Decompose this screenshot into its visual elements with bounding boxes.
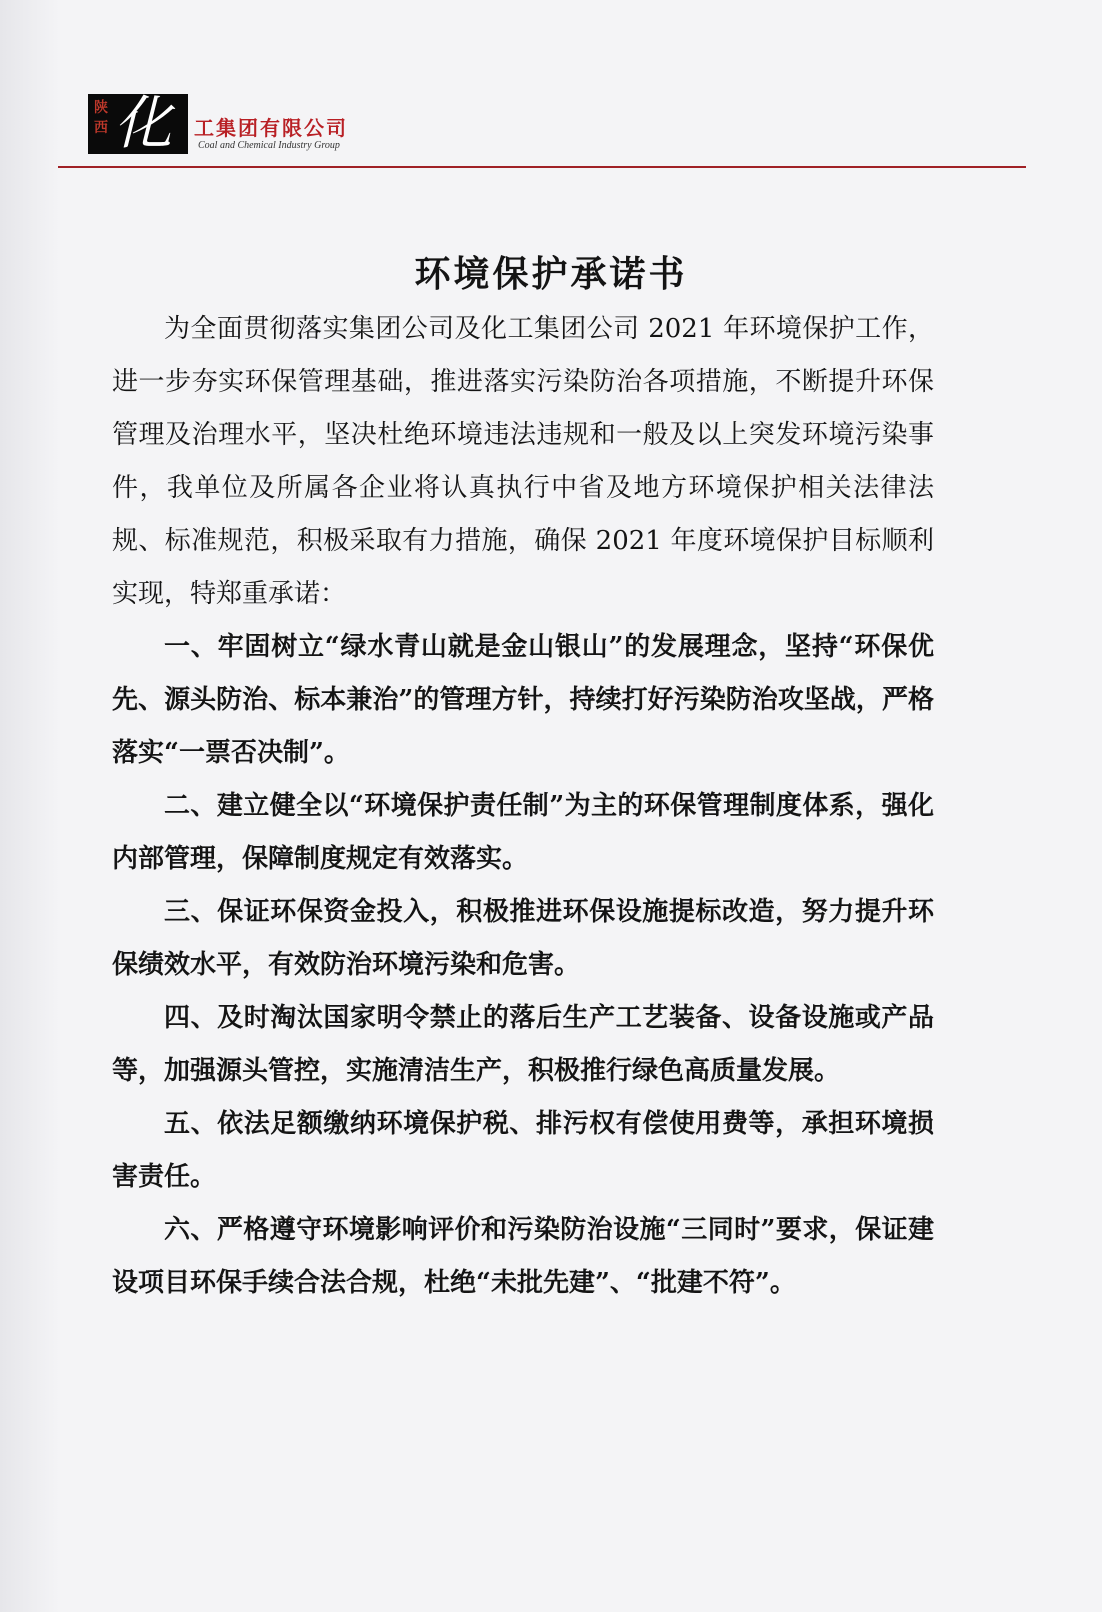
letterhead-divider xyxy=(58,166,1026,168)
logo-glyph: 化 xyxy=(114,89,173,157)
company-name-cn: 工集团有限公司 xyxy=(194,116,348,140)
commitment-item: 四、及时淘汰国家明令禁止的落后生产工艺装备、设备设施或产品等，加强源头管控，实施清洁生产，积极推行绿色高质量发展。 xyxy=(112,1003,934,1086)
commitment-item: 一、牢固树立“绿水青山就是金山银山”的发展理念，坚持“环保优先、源头防治、标本兼治”的管理方针，持续打好污染防治攻坚战，严格落实“一票否决制”。 xyxy=(112,632,934,768)
company-name-en: Coal and Chemical Industry Group xyxy=(198,140,340,151)
commitment-item: 六、严格遵守环境影响评价和污染防治设施“三同时”要求，保证建设项目环保手续合法合规，杜绝“未批先建”、“批建不符”。 xyxy=(112,1215,934,1298)
commitment-item: 三、保证环保资金投入，积极推进环保设施提标改造，努力提升环保绩效水平，有效防治环境污染和危害。 xyxy=(112,897,934,980)
commitment-item: 五、依法足额缴纳环境保护税、排污权有偿使用费等，承担环境损害责任。 xyxy=(112,1109,934,1192)
intro-paragraph: 为全面贯彻落实集团公司及化工集团公司 2021 年环境保护工作，进一步夯实环保管理基础，推进落实污染防治各项措施，不断提升环保管理及治理水平，坚决杜绝环境违法违规和一般及以上突发环境污染事件，我单位及所属各企业将认真执行中省及地方环境保护相关法律法规、标准规范，积极采取有力措施，确保 2021 年度环境保护目标顺利实现，特郑重承诺： xyxy=(112,314,934,609)
company-logo xyxy=(88,89,188,157)
letterhead xyxy=(88,90,1048,170)
logo-province-text: 陕西 xyxy=(94,100,108,136)
document-body xyxy=(112,303,934,1310)
page-shadow xyxy=(0,0,60,1612)
commitment-item: 二、建立健全以“环境保护责任制”为主的环保管理制度体系，强化内部管理，保障制度规定有效落实。 xyxy=(112,791,934,874)
document-title: 环境保护承诺书 xyxy=(414,253,688,296)
